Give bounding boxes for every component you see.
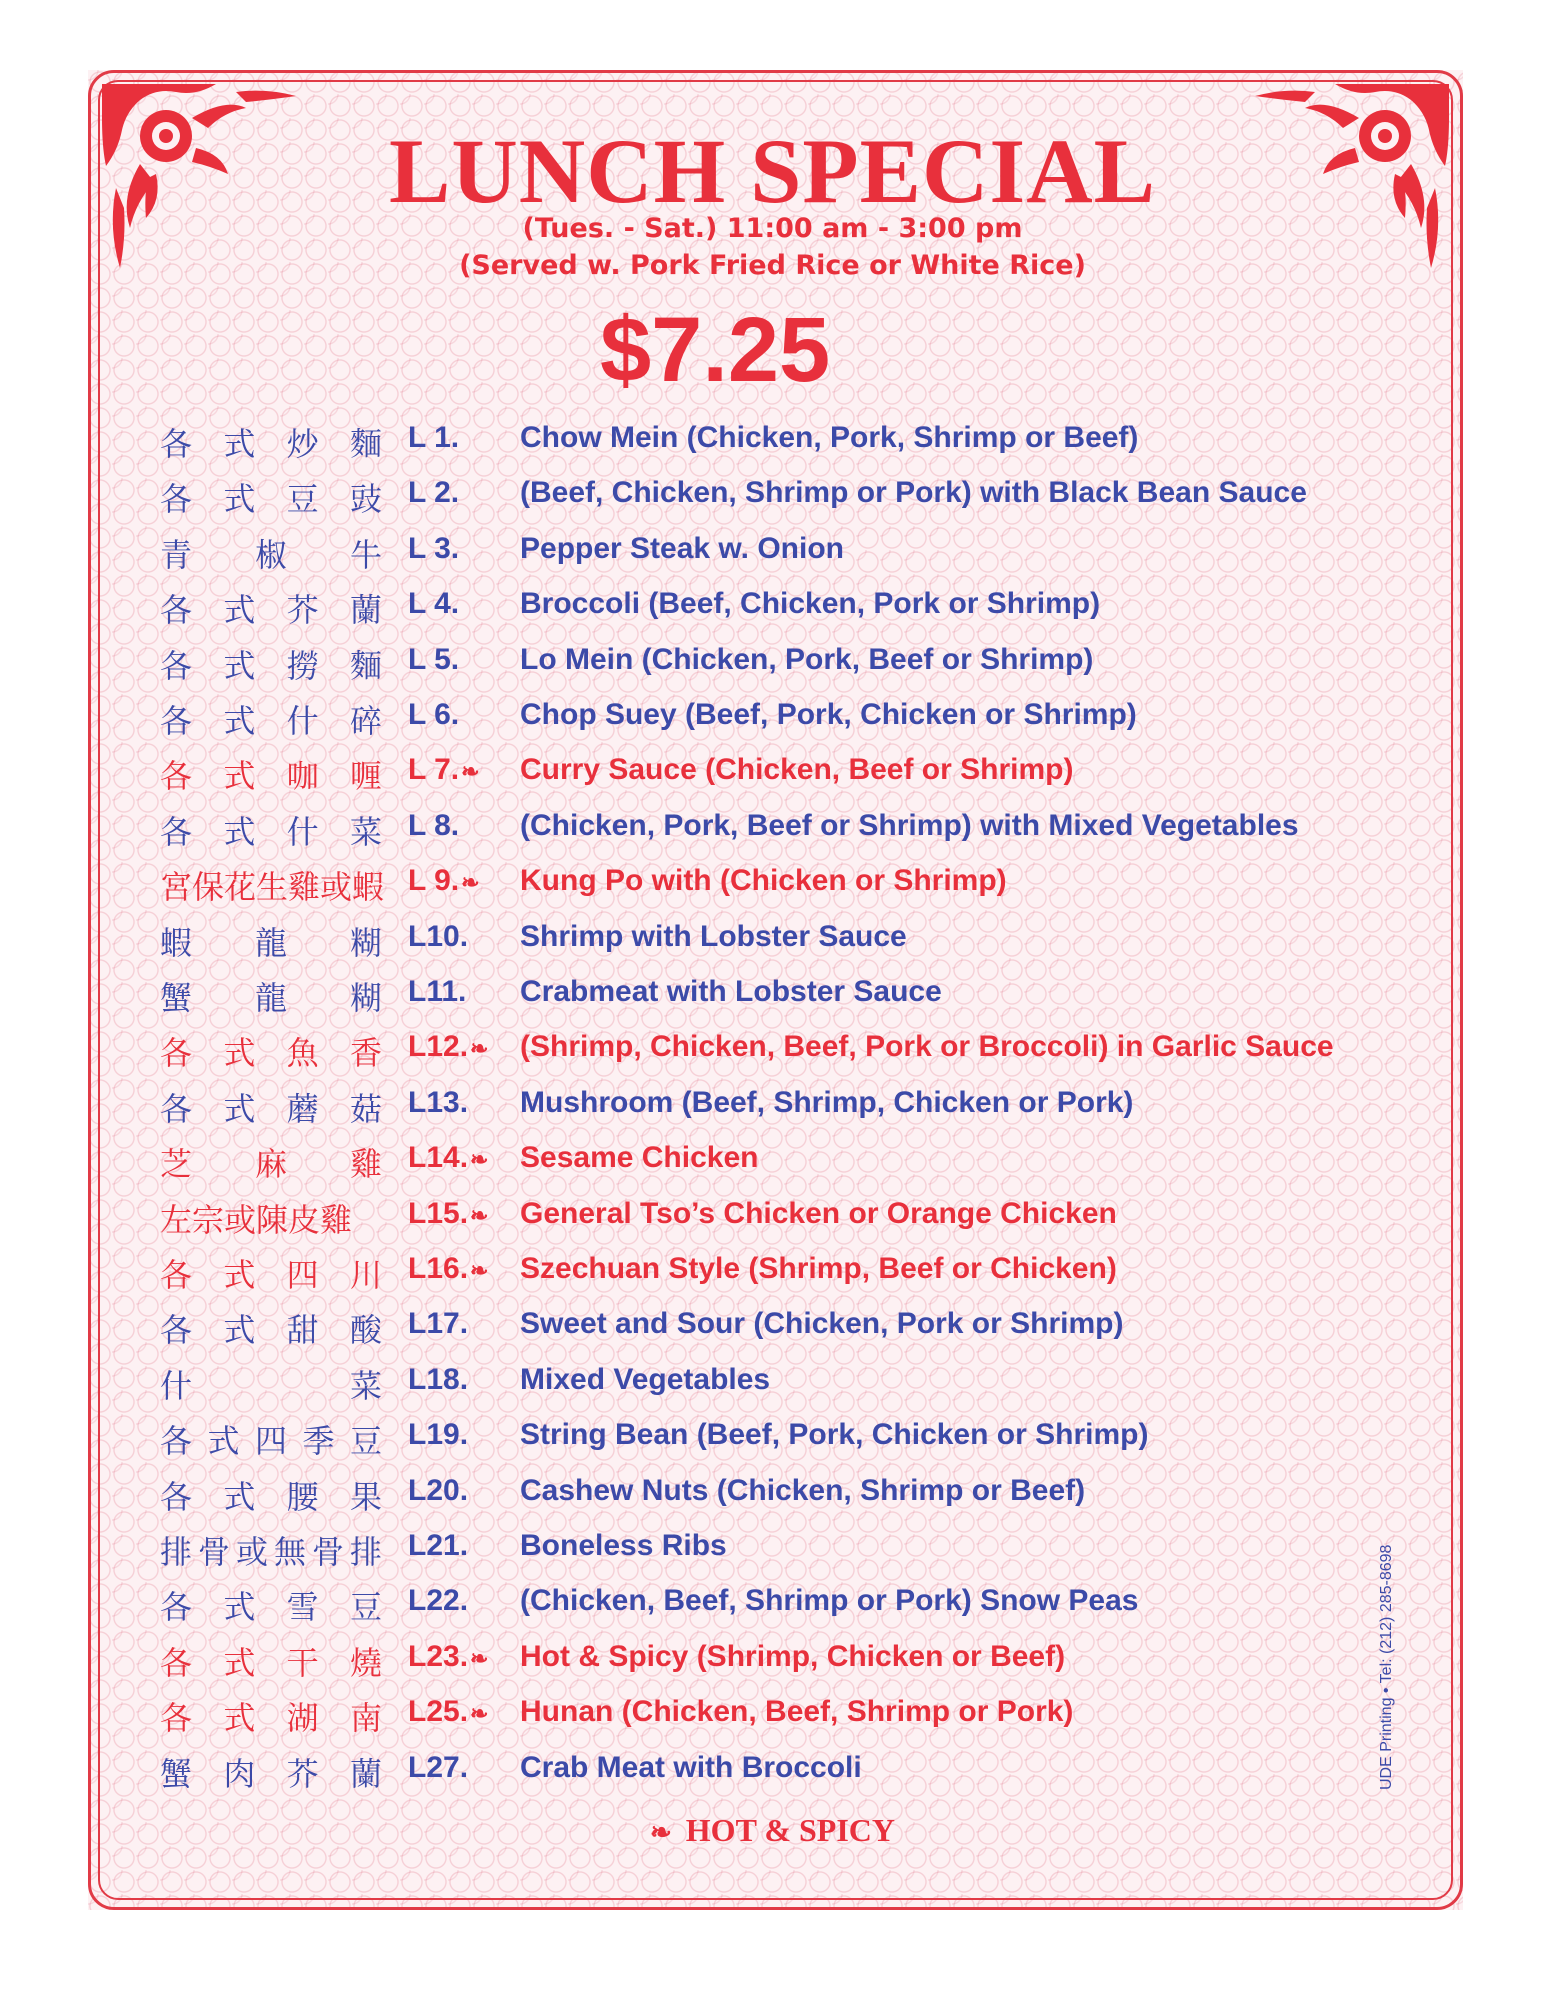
chinese-char: 骨: [197, 1533, 230, 1571]
menu-item: [0, 581, 1545, 631]
chinese-char: 龍: [254, 923, 287, 962]
chinese-char: 式: [223, 812, 256, 851]
menu-item-code-text: L22.: [408, 1584, 469, 1618]
pepper-icon: ❧: [461, 759, 480, 785]
menu-item-code-text: L 7.: [408, 753, 460, 787]
chinese-char: 麵: [349, 425, 382, 463]
page-title: LUNCH SPECIAL: [388, 120, 1156, 222]
pepper-icon: ❧: [461, 870, 480, 896]
chinese-char: 芥: [286, 1754, 319, 1793]
chinese-char: 菜: [349, 812, 382, 851]
menu-item-chinese-name: [160, 1527, 382, 1573]
hours-text: (Tues. - Sat.) 11:00 am - 3:00 pm: [522, 213, 1023, 244]
chinese-char: 或: [235, 1533, 268, 1571]
chinese-char: 式: [223, 1311, 256, 1350]
menu-item-code-text: L 5.: [408, 642, 460, 676]
menu-item-chinese-name: [160, 862, 385, 908]
menu-item: [0, 1357, 1545, 1407]
printer-credit: UDE Printing • Tel: (212) 285-8698: [1378, 1544, 1395, 1790]
menu-item-name: String Bean (Beef, Pork, Chicken or Shrimp): [520, 1418, 1149, 1452]
menu-item-name: Pepper Steak w. Onion: [520, 531, 844, 565]
menu-item-code: [408, 753, 480, 787]
chinese-char: 碎: [349, 702, 382, 740]
menu-item: [0, 1523, 1545, 1573]
menu-item-code: [408, 1141, 488, 1175]
menu-item: [0, 1024, 1545, 1074]
chinese-char: 各: [160, 591, 193, 630]
menu-item: [0, 858, 1545, 908]
menu-item-code-text: L20.: [408, 1473, 469, 1507]
chinese-char: 式: [223, 1089, 256, 1128]
spicy-legend: [0, 1812, 1545, 1849]
menu-item-code: [408, 1584, 468, 1618]
menu-item-code: [408, 1418, 468, 1452]
chinese-char: 宮保花生雞或蝦: [160, 868, 385, 907]
chinese-char: 式: [223, 757, 256, 796]
menu-item-code-text: L14.: [408, 1141, 469, 1175]
menu-item: [0, 1689, 1545, 1739]
menu-item-name: Sweet and Sour (Chicken, Pork or Shrimp): [520, 1307, 1124, 1341]
menu-item-chinese-name: [160, 807, 382, 853]
menu-item-code-text: L19.: [408, 1418, 469, 1452]
chinese-char: 骨: [311, 1533, 344, 1571]
menu-item-chinese-name: [160, 1472, 382, 1518]
menu-item-name: Szechuan Style (Shrimp, Beef or Chicken): [520, 1252, 1117, 1285]
chinese-char: 肉: [223, 1754, 256, 1793]
menu-item: [0, 1468, 1545, 1518]
menu-item-name: Boneless Ribs: [520, 1529, 727, 1562]
chinese-char: 各: [160, 480, 193, 519]
pepper-icon: ❧: [649, 1818, 672, 1847]
menu-item-code-text: L10.: [408, 919, 469, 953]
pepper-icon: ❧: [470, 1645, 489, 1671]
menu-item-chinese-name: [160, 585, 382, 631]
menu-item: [0, 415, 1545, 465]
menu-item-code-text: L23.: [408, 1639, 469, 1673]
menu-item-code: [408, 698, 459, 732]
chinese-char: 各: [160, 425, 193, 463]
chinese-char: 芥: [286, 591, 319, 630]
chinese-char: 左宗或陳皮雞: [160, 1200, 353, 1239]
menu-item: [0, 1412, 1545, 1462]
chinese-char: 各: [160, 702, 193, 740]
chinese-char: 腰: [286, 1477, 319, 1516]
chinese-char: 四: [286, 1256, 319, 1294]
pepper-icon: ❧: [470, 1258, 489, 1283]
rice-note: (Served w. Pork Fried Rice or White Rice): [459, 250, 1086, 281]
chinese-char: 蘭: [349, 1754, 382, 1793]
menu-item-code: [408, 476, 459, 510]
chinese-char: 喱: [349, 757, 382, 796]
chinese-char: 式: [223, 1699, 256, 1738]
menu-item-code-text: L27.: [408, 1750, 469, 1784]
chinese-char: 甜: [286, 1311, 319, 1350]
menu-item-name: General Tso’s Chicken or Orange Chicken: [520, 1196, 1117, 1230]
chinese-char: 式: [223, 1477, 256, 1516]
chinese-char: 各: [160, 1643, 193, 1682]
chinese-char: 蝦: [160, 923, 193, 962]
menu-item-code: [408, 864, 480, 898]
chinese-char: 菇: [349, 1089, 382, 1128]
menu-item: [0, 1135, 1545, 1185]
menu-item-chinese-name: [160, 1250, 382, 1296]
menu-item-code-text: L11.: [408, 975, 467, 1008]
menu-item: [0, 692, 1545, 742]
chinese-char: 炒: [286, 425, 319, 463]
pepper-icon: ❧: [470, 1036, 489, 1062]
chinese-char: 南: [349, 1699, 382, 1738]
menu-item-name: Sesame Chicken: [520, 1141, 759, 1175]
chinese-char: 式: [207, 1422, 240, 1461]
chinese-char: 各: [160, 1477, 193, 1516]
menu-item-code: [408, 1363, 468, 1397]
menu-item-name: Crabmeat with Lobster Sauce: [520, 975, 942, 1008]
chinese-char: 各: [160, 1256, 193, 1294]
menu-item-code-text: L 3.: [408, 531, 460, 565]
menu-item-code: [408, 920, 468, 954]
chinese-char: 椒: [254, 535, 287, 574]
menu-item-code: [408, 1751, 468, 1785]
menu-item-name: Crab Meat with Broccoli: [520, 1750, 862, 1784]
menu-item-name: (Chicken, Pork, Beef or Shrimp) with Mixed Vegetables: [520, 808, 1299, 842]
menu-item-code: [408, 532, 459, 566]
chinese-char: 式: [223, 646, 256, 685]
menu-item-chinese-name: [160, 1416, 382, 1462]
menu-item-code: [408, 1695, 488, 1729]
menu-item-code-text: L25.: [408, 1695, 469, 1729]
menu-item-name: Cashew Nuts (Chicken, Shrimp or Beef): [520, 1473, 1086, 1507]
menu-item-code-text: L 9.: [408, 864, 460, 898]
menu-item-chinese-name: [160, 530, 382, 576]
menu-item: [0, 1246, 1545, 1296]
menu-item-code: [408, 1474, 468, 1508]
chinese-char: 菜: [349, 1366, 382, 1405]
chinese-char: 麵: [349, 646, 382, 685]
chinese-char: 雞: [349, 1145, 382, 1184]
chinese-char: 豆: [349, 1588, 382, 1627]
chinese-char: 季: [302, 1422, 335, 1461]
pepper-icon: ❧: [470, 1701, 489, 1727]
menu-item-chinese-name: [160, 419, 382, 465]
chinese-char: 各: [160, 1089, 193, 1128]
chinese-char: 川: [349, 1256, 382, 1294]
chinese-char: 式: [223, 480, 256, 519]
chinese-char: 式: [223, 1034, 256, 1073]
chinese-char: 排: [160, 1533, 193, 1571]
menu-item: [0, 1191, 1545, 1241]
menu-item-code-text: L 2.: [408, 476, 460, 510]
chinese-char: 豆: [349, 1422, 382, 1461]
menu-item-code: [408, 1030, 488, 1064]
chinese-char: 撈: [286, 646, 319, 685]
menu-item: [0, 1578, 1545, 1628]
chinese-char: 各: [160, 1034, 193, 1073]
chinese-char: 各: [160, 1588, 193, 1627]
chinese-char: 糊: [349, 979, 382, 1017]
menu-item-chinese-name: [160, 918, 382, 964]
menu-item-chinese-name: [160, 474, 382, 520]
menu-item: [0, 914, 1545, 964]
menu-item-code-text: L15.: [408, 1196, 469, 1230]
menu-item-name: Hunan (Chicken, Beef, Shrimp or Pork): [520, 1695, 1074, 1729]
menu-item-chinese-name: [160, 1195, 382, 1241]
menu-item: [0, 1301, 1545, 1351]
chinese-char: 各: [160, 757, 193, 796]
chinese-char: 蟹: [160, 1754, 193, 1793]
menu-item-name: Shrimp with Lobster Sauce: [520, 919, 907, 953]
menu-item-code: [408, 421, 459, 455]
menu-item-name: Mushroom (Beef, Shrimp, Chicken or Pork): [520, 1085, 1134, 1119]
menu-item-chinese-name: [160, 1361, 382, 1407]
menu-item-code-text: L12.: [408, 1030, 469, 1064]
chinese-char: 蘑: [286, 1089, 319, 1128]
menu-item-code: [408, 1307, 468, 1341]
chinese-char: 湖: [286, 1699, 319, 1738]
menu-item-name: Broccoli (Beef, Chicken, Pork or Shrimp): [520, 587, 1101, 621]
chinese-char: 式: [223, 1588, 256, 1627]
chinese-char: 各: [160, 1699, 193, 1738]
chinese-char: 式: [223, 1256, 256, 1294]
menu-item-code: [408, 643, 459, 677]
menu-item-chinese-name: [160, 1028, 382, 1074]
menu-item-code: [408, 1252, 488, 1286]
menu-item-name: (Shrimp, Chicken, Beef, Pork or Broccoli) in Garlic Sauce: [520, 1030, 1334, 1064]
chinese-char: 咖: [286, 757, 319, 796]
menu-item-name: (Beef, Chicken, Shrimp or Pork) with Black Bean Sauce: [520, 476, 1307, 510]
menu-item: [0, 1745, 1545, 1795]
menu-item-code-text: L 8.: [408, 808, 460, 842]
chinese-char: 果: [349, 1477, 382, 1516]
chinese-char: 什: [286, 812, 319, 851]
menu-item-chinese-name: [160, 1084, 382, 1130]
price-label: $7.25: [600, 299, 831, 401]
chinese-char: 豉: [349, 480, 382, 519]
menu-item-name: Mixed Vegetables: [520, 1362, 771, 1396]
pepper-icon: ❧: [470, 1147, 489, 1173]
menu-item-code: [408, 1640, 488, 1674]
chinese-char: 四: [254, 1422, 287, 1461]
menu-item: [0, 470, 1545, 520]
menu-item-code: [408, 1086, 468, 1120]
menu-item-code: [408, 1197, 488, 1231]
chinese-char: 式: [223, 702, 256, 740]
menu-item-code-text: L 1.: [408, 421, 460, 454]
menu-item-name: Hot & Spicy (Shrimp, Chicken or Beef): [520, 1639, 1066, 1673]
menu-item: [0, 637, 1545, 687]
menu-item-chinese-name: [160, 1638, 382, 1684]
menu-item-name: Lo Mein (Chicken, Pork, Beef or Shrimp): [520, 642, 1094, 676]
menu-item-code: [408, 809, 459, 843]
pepper-icon: ❧: [470, 1202, 489, 1228]
chinese-char: 香: [349, 1034, 382, 1073]
menu-item-code-text: L 6.: [408, 698, 460, 731]
chinese-char: 酸: [349, 1311, 382, 1350]
menu-item-code-text: L21.: [408, 1529, 469, 1562]
chinese-char: 式: [223, 1643, 256, 1682]
menu-item-name: Chow Mein (Chicken, Pork, Shrimp or Beef): [520, 421, 1139, 454]
menu-item-code-text: L16.: [408, 1252, 469, 1285]
menu-item: [0, 1634, 1545, 1684]
chinese-char: 麻: [254, 1145, 287, 1184]
menu-item-code: [408, 587, 459, 621]
menu-item: [0, 803, 1545, 853]
chinese-char: 蟹: [160, 979, 193, 1017]
chinese-char: 式: [223, 425, 256, 463]
menu-item-code-text: L 4.: [408, 587, 460, 621]
menu-item-code: [408, 1529, 468, 1563]
menu-item-name: (Chicken, Beef, Shrimp or Pork) Snow Peas: [520, 1584, 1139, 1618]
chinese-char: 各: [160, 812, 193, 851]
menu-item-code-text: L13.: [408, 1085, 469, 1119]
chinese-char: 燒: [349, 1643, 382, 1682]
spicy-legend-label: HOT & SPICY: [685, 1812, 895, 1848]
menu-item-chinese-name: [160, 751, 382, 797]
chinese-char: 糊: [349, 923, 382, 962]
menu-item-code-text: L17.: [408, 1307, 469, 1341]
menu-item-name: Kung Po with (Chicken or Shrimp): [520, 864, 1007, 898]
chinese-char: 什: [160, 1366, 193, 1405]
menu-item-chinese-name: [160, 973, 382, 1019]
menu-item-chinese-name: [160, 1582, 382, 1628]
menu-item: [0, 747, 1545, 797]
menu-item-chinese-name: [160, 641, 382, 687]
chinese-char: 式: [223, 591, 256, 630]
menu-item-chinese-name: [160, 1693, 382, 1739]
chinese-char: 雪: [286, 1588, 319, 1627]
menu-item-chinese-name: [160, 1139, 382, 1185]
chinese-char: 牛: [349, 535, 382, 574]
chinese-char: 什: [286, 702, 319, 740]
menu-item-chinese-name: [160, 696, 382, 742]
chinese-char: 干: [286, 1643, 319, 1682]
menu-item-code-text: L18.: [408, 1362, 469, 1396]
chinese-char: 排: [349, 1533, 382, 1571]
chinese-char: 龍: [254, 979, 287, 1017]
menu-item: [0, 969, 1545, 1019]
menu-item-name: Curry Sauce (Chicken, Beef or Shrimp): [520, 753, 1074, 787]
menu-item-name: Chop Suey (Beef, Pork, Chicken or Shrimp): [520, 698, 1137, 731]
menu-item-chinese-name: [160, 1749, 382, 1795]
chinese-char: 魚: [286, 1034, 319, 1073]
chinese-char: 青: [160, 535, 193, 574]
chinese-char: 各: [160, 646, 193, 685]
menu-item-code: [408, 975, 466, 1009]
chinese-char: 蘭: [349, 591, 382, 630]
menu-item: [0, 1080, 1545, 1130]
chinese-char: 各: [160, 1422, 193, 1461]
chinese-char: 無: [273, 1533, 306, 1571]
menu-item-chinese-name: [160, 1305, 382, 1351]
chinese-char: 芝: [160, 1145, 193, 1184]
chinese-char: 豆: [286, 480, 319, 519]
menu-item: [0, 526, 1545, 576]
chinese-char: 各: [160, 1311, 193, 1350]
